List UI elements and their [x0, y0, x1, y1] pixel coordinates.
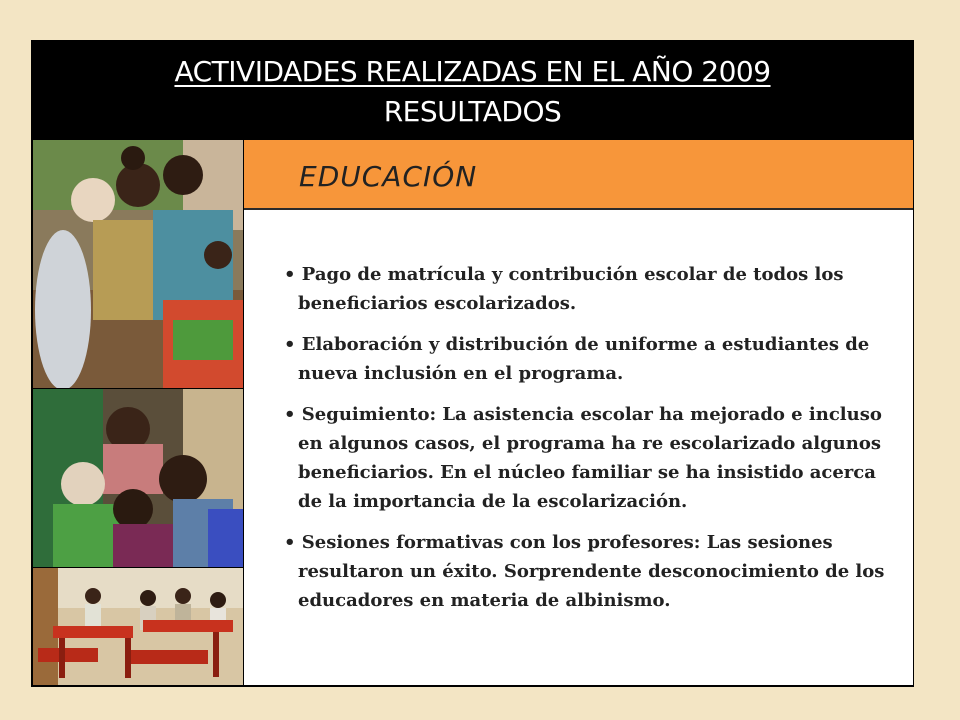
- bullet-item: • Elaboración y distribución de uniforme a estudiantes de nueva inclusión en el programa.: [284, 330, 894, 388]
- bullet-item: • Sesiones formativas con los profesores: Las sesiones resultaron un éxito. Sorprendente desconocimiento de los educadores en materia de albinismo.: [284, 528, 894, 615]
- slide-subtitle: RESULTADOS: [383, 95, 562, 128]
- photo-classroom: [33, 568, 243, 685]
- photo-group-sitting: [33, 140, 243, 388]
- section-title: EDUCACIÓN: [299, 160, 478, 193]
- content-panel: [244, 140, 913, 685]
- slide-frame: [31, 40, 914, 687]
- section-header-bar: [244, 140, 913, 210]
- bullet-item: • Seguimiento: La asistencia escolar ha mejorado e incluso en algunos casos, el programa ha re escolarizado algunos beneficiarios. En el núcleo familiar se ha insistido acerca de la importancia de la escolarización.: [284, 400, 894, 516]
- photo-column: [33, 140, 243, 685]
- slide-title: ACTIVIDADES REALIZADAS EN EL AÑO 2009: [174, 55, 771, 88]
- bullet-list: [284, 260, 894, 627]
- photo-children-gathering: [33, 389, 243, 567]
- slide-header: [31, 40, 914, 140]
- bullet-item: • Pago de matrícula y contribución escolar de todos los beneficiarios escolarizados.: [284, 260, 894, 318]
